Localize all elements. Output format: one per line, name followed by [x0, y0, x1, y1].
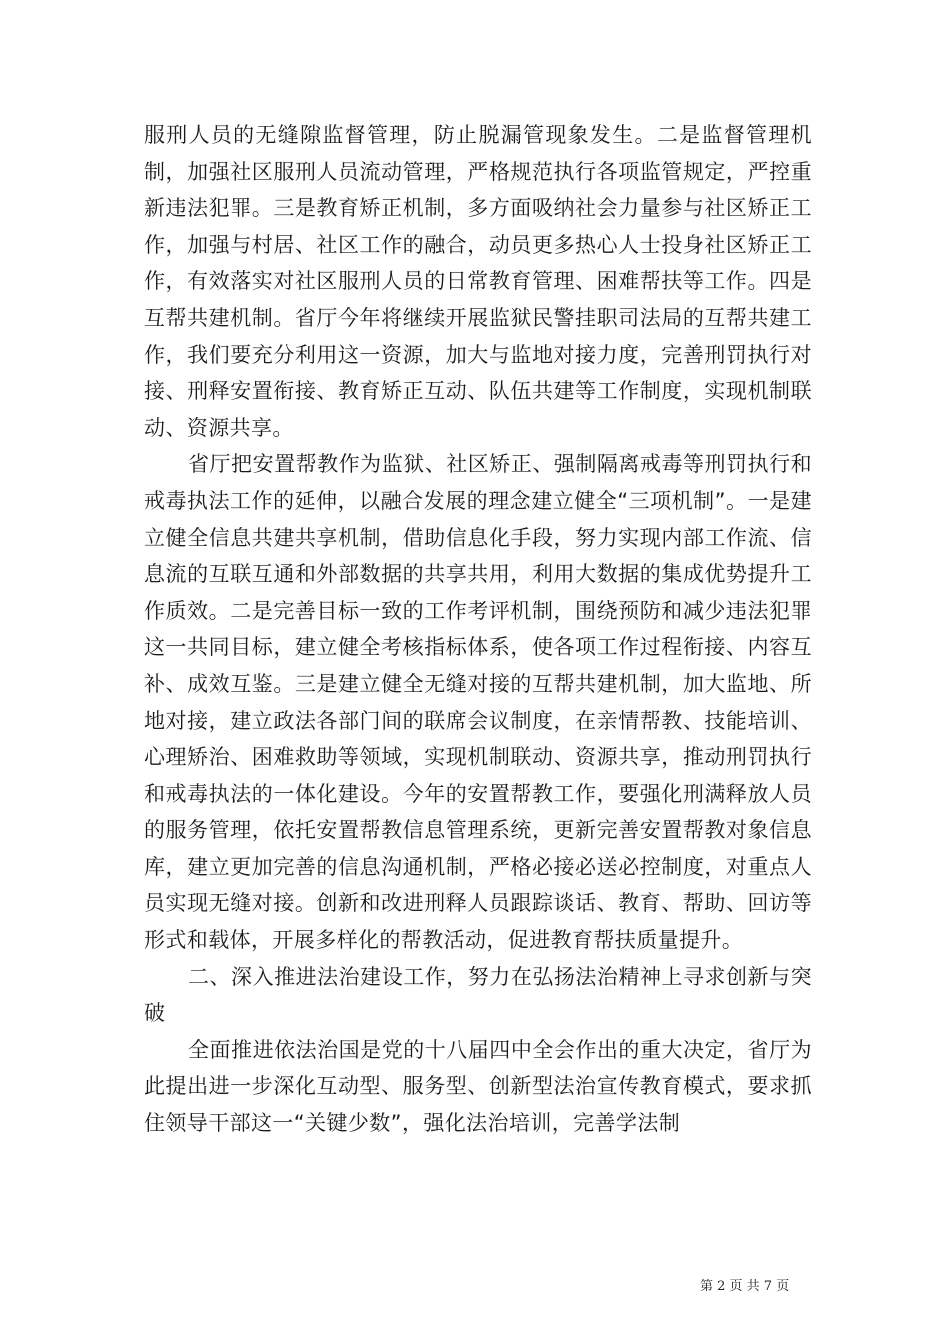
paragraph-1: 服刑人员的无缝隙监督管理，防止脱漏管现象发生。二是监督管理机制，加强社区服刑人员流动管理，严格规范执行各项监管规定，严控重新违法犯罪。三是教育矫正机制，多方面吸纳社会力量参与社区矫正工作，加强与村居、社区工作的融合，动员更多热心人士投身社区矫正工作，有效落实对社区服刑人员的日常教育管理、困难帮扶等工作。四是互帮共建机制。省厅今年将继续开展监狱民警挂职司法局的互帮共建工作，我们要充分利用这一资源，加大与监地对接力度，完善刑罚执行对接、刑释安置衔接、教育矫正互动、队伍共建等工作制度，实现机制联动、资源共享。 — [144, 123, 812, 440]
document-body — [144, 117, 812, 1142]
page-number-footer: 第 2 页 共 7 页 — [700, 1279, 790, 1294]
paragraph-3: 全面推进依法治国是党的十八届四中全会作出的重大决定，省厅为此提出进一步深化互动型、服务型、创新型法治宣传教育模式，要求抓住领导干部这一“关键少数”，强化法治培训，完善学法制 — [144, 1037, 812, 1136]
paragraph-2: 省厅把安置帮教作为监狱、社区矫正、强制隔离戒毒等刑罚执行和戒毒执法工作的延伸，以融合发展的理念建立健全“三项机制”。一是建立健全信息共建共享机制，借助信息化手段，努力实现内部工作流、信息流的互联互通和外部数据的共享共用，利用大数据的集成优势提升工作质效。二是完善目标一致的工作考评机制，围绕预防和减少违法犯罪这一共同目标，建立健全考核指标体系，使各项工作过程衔接、内容互补、成效互鉴。三是建立健全无缝对接的互帮共建机制，加大监地、所地对接，建立政法各部门间的联席会议制度，在亲情帮教、技能培训、心理矫治、困难救助等领域，实现机制联动、资源共享，推动刑罚执行和戒毒执法的一体化建设。今年的安置帮教工作，要强化刑满释放人员的服务管理，依托安置帮教信息管理系统，更新完善安置帮教对象信息库，建立更加完善的信息沟通机制，严格必接必送必控制度，对重点人员实现无缝对接。创新和改进刑释人员跟踪谈话、教育、帮助、回访等形式和载体，开展多样化的帮教活动，促进教育帮扶质量提升。 — [144, 452, 812, 953]
section-heading: 二、深入推进法治建设工作，努力在弘扬法治精神上寻求创新与突破 — [144, 964, 812, 1026]
